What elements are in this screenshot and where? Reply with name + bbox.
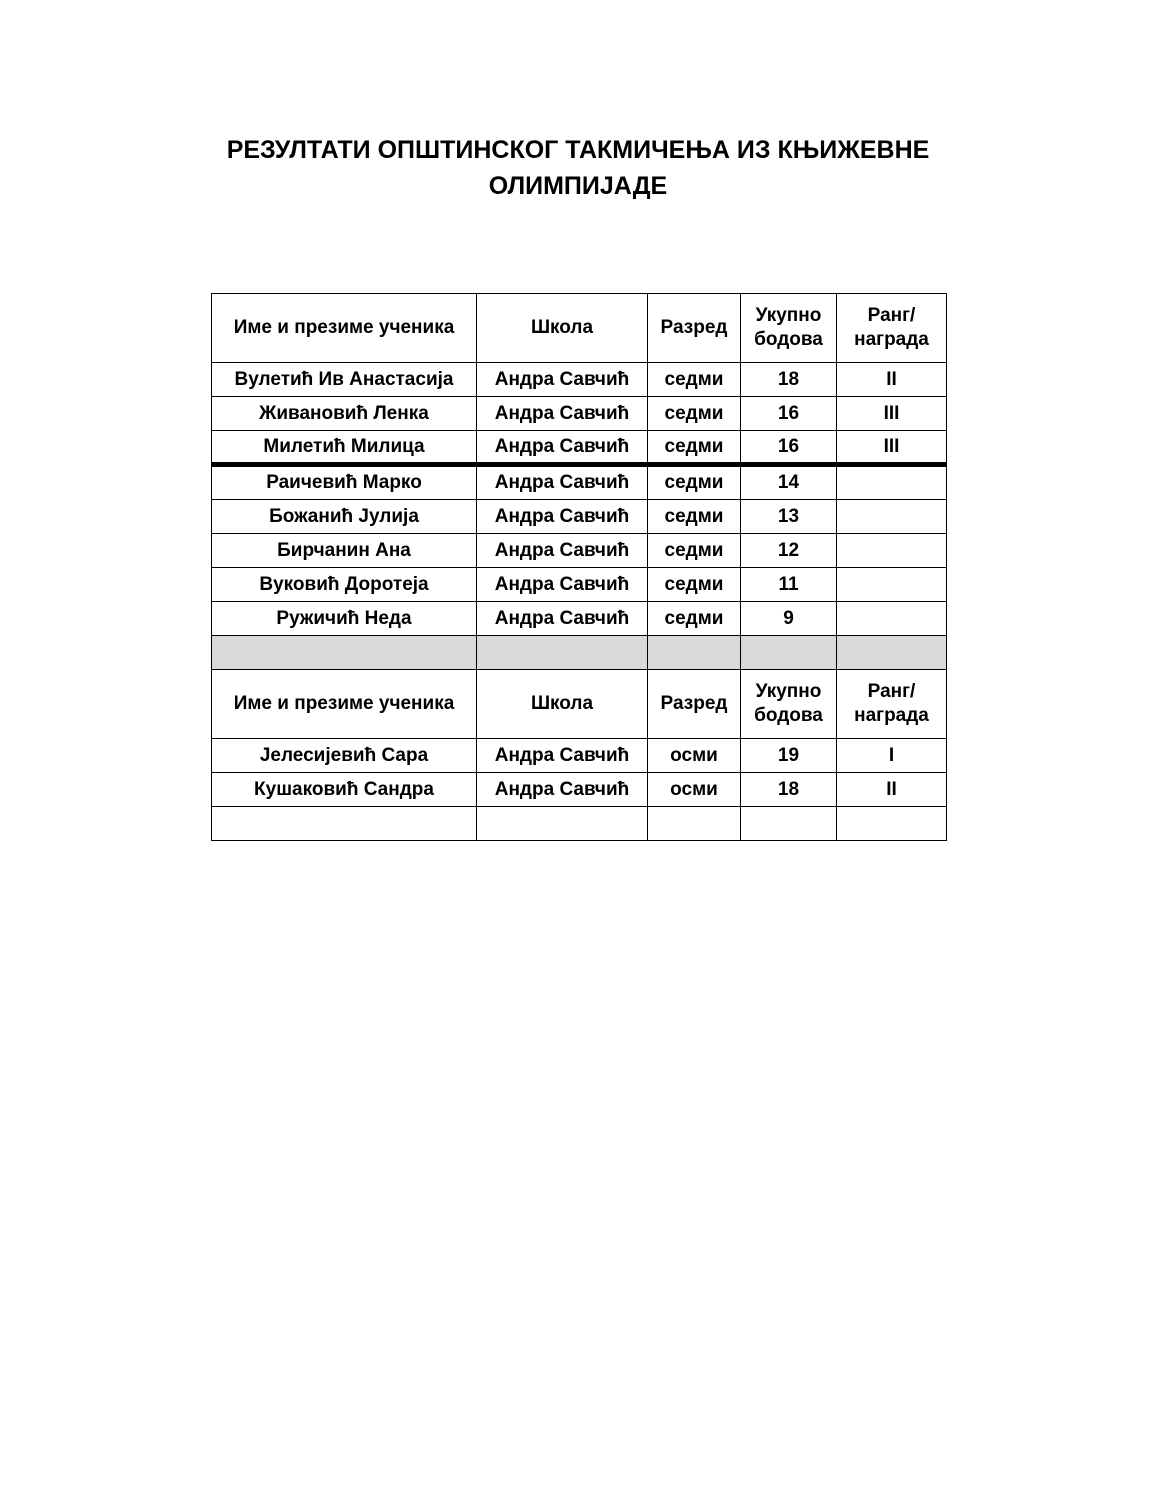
empty-cell: [741, 807, 837, 841]
student-name: Божанић Јулија: [212, 500, 477, 534]
header-name: Име и презиме ученика: [212, 670, 477, 739]
header-school: Школа: [477, 294, 648, 363]
student-grade: седми: [648, 568, 741, 602]
student-award: [837, 602, 947, 636]
student-award: [837, 465, 947, 500]
header-grade: Разред: [648, 294, 741, 363]
table-row: [212, 773, 947, 807]
table-row: [212, 534, 947, 568]
student-award: II: [837, 773, 947, 807]
header-name: Име и презиме ученика: [212, 294, 477, 363]
student-name: Ружичић Неда: [212, 602, 477, 636]
student-points: 13: [741, 500, 837, 534]
table-row: [212, 465, 947, 500]
table-header-row: [212, 294, 947, 363]
student-grade: седми: [648, 431, 741, 465]
student-name: Милетић Милица: [212, 431, 477, 465]
student-award: [837, 568, 947, 602]
student-points: 19: [741, 739, 837, 773]
empty-row: [212, 807, 947, 841]
student-grade: седми: [648, 465, 741, 500]
separator-cell: [477, 636, 648, 670]
student-points: 18: [741, 773, 837, 807]
header-points: Укупно бодова: [741, 670, 837, 739]
student-points: 11: [741, 568, 837, 602]
student-grade: седми: [648, 363, 741, 397]
table-row: [212, 397, 947, 431]
student-points: 16: [741, 397, 837, 431]
results-table: [211, 293, 947, 841]
table-row: [212, 363, 947, 397]
student-school: Андра Савчић: [477, 397, 648, 431]
student-school: Андра Савчић: [477, 773, 648, 807]
student-school: Андра Савчић: [477, 500, 648, 534]
table-row: [212, 602, 947, 636]
table-row: [212, 568, 947, 602]
student-grade: седми: [648, 534, 741, 568]
student-award: I: [837, 739, 947, 773]
student-school: Андра Савчић: [477, 568, 648, 602]
student-name: Вулетић Ив Анастасија: [212, 363, 477, 397]
title-line-1: РЕЗУЛТАТИ ОПШТИНСКОГ ТАКМИЧЕЊА ИЗ КЊИЖЕВНЕ: [226, 136, 930, 164]
student-name: Живановић Ленка: [212, 397, 477, 431]
student-name: Раичевић Марко: [212, 465, 477, 500]
student-points: 9: [741, 602, 837, 636]
student-school: Андра Савчић: [477, 534, 648, 568]
separator-row: [212, 636, 947, 670]
header-school: Школа: [477, 670, 648, 739]
student-award: III: [837, 397, 947, 431]
student-school: Андра Савчић: [477, 739, 648, 773]
student-grade: осми: [648, 773, 741, 807]
student-school: Андра Савчић: [477, 465, 648, 500]
student-grade: седми: [648, 602, 741, 636]
student-grade: осми: [648, 739, 741, 773]
table-header-row: [212, 670, 947, 739]
table-row: [212, 500, 947, 534]
separator-cell: [741, 636, 837, 670]
student-award: II: [837, 363, 947, 397]
student-award: [837, 534, 947, 568]
empty-cell: [648, 807, 741, 841]
student-grade: седми: [648, 397, 741, 431]
empty-cell: [837, 807, 947, 841]
separator-cell: [212, 636, 477, 670]
header-grade: Разред: [648, 670, 741, 739]
header-points: Укупно бодова: [741, 294, 837, 363]
student-name: Кушаковић Сандра: [212, 773, 477, 807]
student-school: Андра Савчић: [477, 431, 648, 465]
student-name: Јелесијевић Сара: [212, 739, 477, 773]
student-grade: седми: [648, 500, 741, 534]
student-points: 14: [741, 465, 837, 500]
student-points: 18: [741, 363, 837, 397]
empty-cell: [477, 807, 648, 841]
separator-cell: [648, 636, 741, 670]
student-school: Андра Савчић: [477, 363, 648, 397]
separator-cell: [837, 636, 947, 670]
empty-cell: [212, 807, 477, 841]
title-line-2: ОЛИМПИЈАДЕ: [488, 172, 668, 200]
student-award: [837, 500, 947, 534]
student-school: Андра Савчић: [477, 602, 648, 636]
student-name: Вуковић Доротеја: [212, 568, 477, 602]
header-award: Ранг/ награда: [837, 294, 947, 363]
table-row: [212, 739, 947, 773]
student-award: III: [837, 431, 947, 465]
student-points: 16: [741, 431, 837, 465]
student-points: 12: [741, 534, 837, 568]
table-row: [212, 431, 947, 465]
student-name: Бирчанин Ана: [212, 534, 477, 568]
page-title: [0, 132, 1156, 204]
header-award: Ранг/ награда: [837, 670, 947, 739]
